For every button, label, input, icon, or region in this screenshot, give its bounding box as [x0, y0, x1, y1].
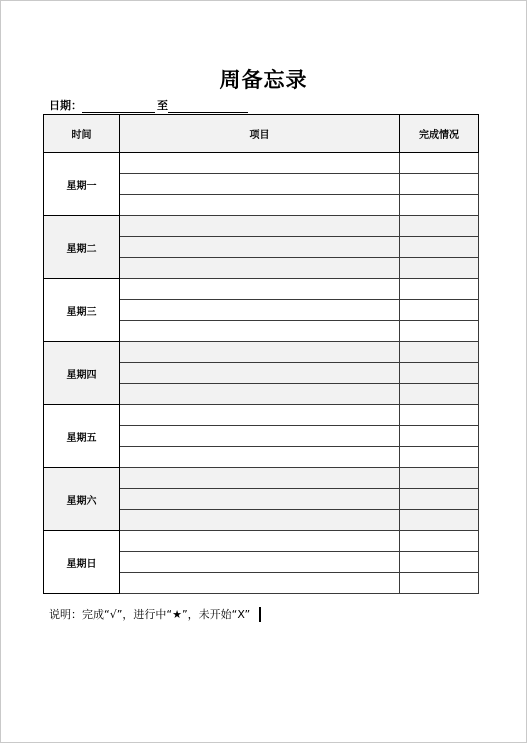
status-cell[interactable] [400, 468, 479, 489]
memo-table [43, 114, 479, 594]
day-cell: 星期四 [44, 342, 120, 405]
item-cell[interactable] [120, 279, 400, 300]
date-line [49, 97, 248, 113]
page-title: 周备忘录 [219, 68, 308, 92]
status-cell[interactable] [400, 174, 479, 195]
item-cell[interactable] [120, 300, 400, 321]
status-cell[interactable] [400, 153, 479, 174]
status-cell[interactable] [400, 237, 479, 258]
day-cell: 星期二 [44, 216, 120, 279]
day-cell: 星期日 [44, 531, 120, 594]
item-cell[interactable] [120, 342, 400, 363]
item-cell[interactable] [120, 258, 400, 279]
status-cell[interactable] [400, 195, 479, 216]
status-cell[interactable] [400, 300, 479, 321]
end-date-field[interactable] [168, 101, 248, 113]
item-cell[interactable] [120, 552, 400, 573]
status-cell[interactable] [400, 384, 479, 405]
day-cell: 星期一 [44, 153, 120, 216]
item-cell[interactable] [120, 447, 400, 468]
header-item: 项目 [120, 115, 400, 153]
item-cell[interactable] [120, 426, 400, 447]
item-cell[interactable] [120, 573, 400, 594]
status-cell[interactable] [400, 426, 479, 447]
item-cell[interactable] [120, 384, 400, 405]
status-cell[interactable] [400, 363, 479, 384]
item-cell[interactable] [120, 321, 400, 342]
status-cell[interactable] [400, 405, 479, 426]
item-cell[interactable] [120, 216, 400, 237]
item-cell[interactable] [120, 174, 400, 195]
item-cell[interactable] [120, 468, 400, 489]
status-cell[interactable] [400, 552, 479, 573]
item-cell[interactable] [120, 489, 400, 510]
legend-text: 说明：完成“√”，进行中“★”，未开始“X” [49, 608, 251, 621]
text-cursor [259, 607, 261, 622]
item-cell[interactable] [120, 363, 400, 384]
status-cell[interactable] [400, 573, 479, 594]
day-cell: 星期六 [44, 468, 120, 531]
legend-note [49, 606, 261, 622]
date-to-label: 至 [157, 99, 168, 112]
day-cell: 星期五 [44, 405, 120, 468]
status-cell[interactable] [400, 447, 479, 468]
status-cell[interactable] [400, 321, 479, 342]
item-cell[interactable] [120, 510, 400, 531]
date-label: 日期： [49, 99, 82, 112]
status-cell[interactable] [400, 489, 479, 510]
header-status: 完成情况 [400, 115, 479, 153]
item-cell[interactable] [120, 237, 400, 258]
item-cell[interactable] [120, 531, 400, 552]
status-cell[interactable] [400, 510, 479, 531]
status-cell[interactable] [400, 531, 479, 552]
header-time: 时间 [44, 115, 120, 153]
item-cell[interactable] [120, 195, 400, 216]
status-cell[interactable] [400, 279, 479, 300]
day-cell: 星期三 [44, 279, 120, 342]
status-cell[interactable] [400, 342, 479, 363]
item-cell[interactable] [120, 153, 400, 174]
item-cell[interactable] [120, 405, 400, 426]
start-date-field[interactable] [82, 101, 155, 113]
status-cell[interactable] [400, 216, 479, 237]
status-cell[interactable] [400, 258, 479, 279]
